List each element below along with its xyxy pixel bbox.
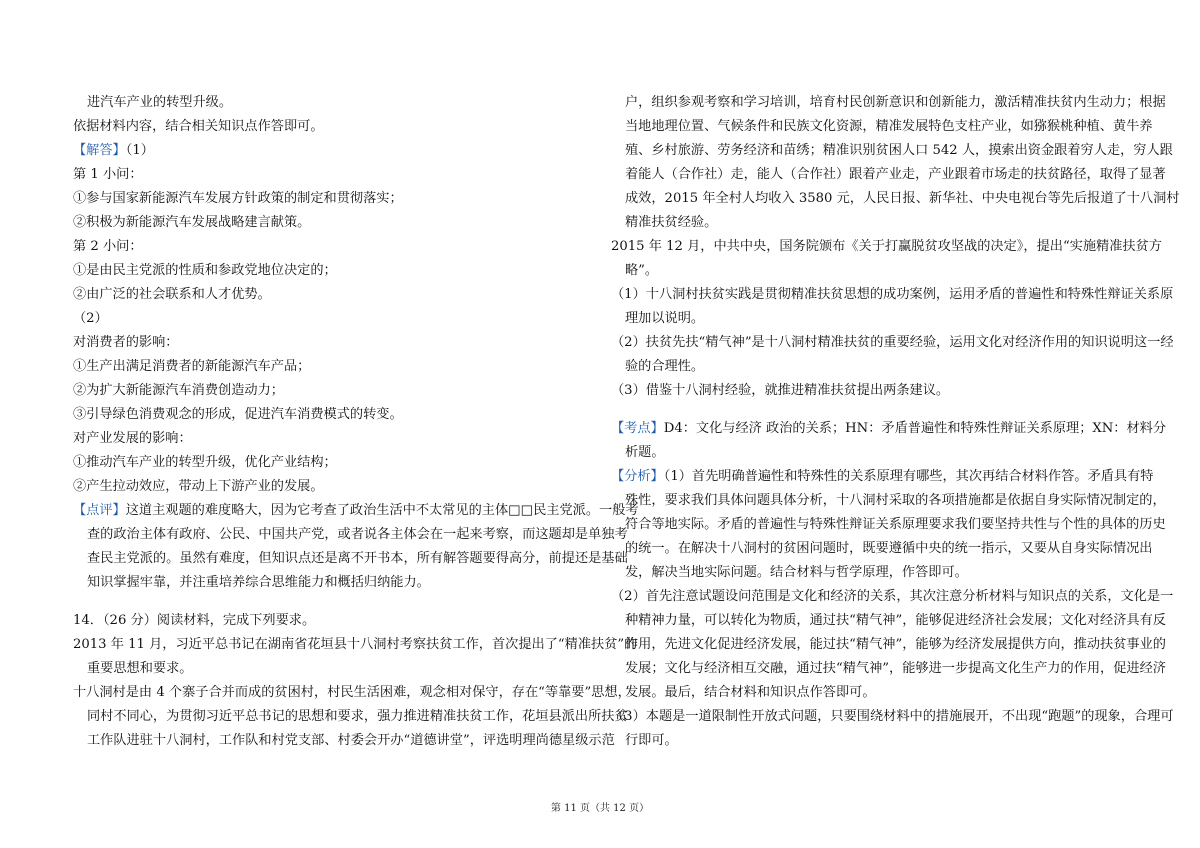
text-line: ②由广泛的社会联系和人才优势。 bbox=[73, 287, 271, 302]
comment-line: 知识掌握牢靠，并注重培养综合思维能力和概括归纳能力。 bbox=[87, 575, 430, 590]
spacer bbox=[73, 595, 585, 609]
text-line: 户，组织参观考察和学习培训，培育村民创新意识和创新能力，激活精准扶贫内生动力；根据 bbox=[625, 95, 1166, 110]
analysis-line: 发展；文化与经济相互交融，通过扶“精气神”，能够进一步提高文化生产力的作用，促进经济 bbox=[625, 661, 1166, 676]
text-line: 精准扶贫经验。 bbox=[625, 215, 718, 230]
page-footer: 第 11 页（共 12 页） bbox=[550, 803, 650, 814]
text-line: 对消费者的影响： bbox=[73, 335, 179, 350]
analysis-tag: 【分析】 bbox=[611, 469, 664, 484]
analysis-line: 发，解决当地实际问题。结合材料与哲学原理，作答即可。 bbox=[625, 565, 968, 580]
comment-line: 查的政治主体有政府、公民、中国共产党，或者说各主体会在一起来考察，而这题却是单独考 bbox=[87, 527, 628, 542]
kaodian-tag: 【考点】 bbox=[611, 421, 664, 436]
analysis-line bbox=[611, 465, 1154, 489]
answer-part: （1） bbox=[125, 143, 154, 158]
text-line: 第 2 小问： bbox=[73, 239, 143, 254]
sub-question: 验的合理性。 bbox=[625, 359, 705, 374]
text-line: ①是由民主党派的性质和参政党地位决定的； bbox=[73, 263, 337, 278]
question-heading: 14．（26 分）阅读材料，完成下列要求。 bbox=[73, 613, 316, 628]
sub-question: （3）借鉴十八洞村经验，就推进精准扶贫提出两条建议。 bbox=[611, 383, 950, 398]
comment-text: 这道主观题的难度略大，因为它考查了政治生活中不太常见的主体□□民主党派。一般考 bbox=[125, 503, 639, 518]
text-line: 对产业发展的影响： bbox=[73, 431, 192, 446]
sub-question: （1）十八洞村扶贫实践是贯彻精准扶贫思想的成功案例，运用矛盾的普遍性和特殊性辩证关系原 bbox=[611, 287, 1174, 302]
analysis-line: （3）本题是一道限制性开放式问题，只要围绕材料中的措施展开，不出现“跑题”的现象，合理可 bbox=[611, 709, 1174, 724]
kaodian-line bbox=[611, 417, 1167, 441]
text-line: ②为扩大新能源汽车消费创造动力； bbox=[73, 383, 284, 398]
text-line: 殖、乡村旅游、劳务经济和苗绣；精准识别贫困人口 542 人，摸索出资金跟着穷人走，穷人跟 bbox=[625, 143, 1173, 158]
text-line: 成效，2015 年全村人均收入 3580 元，人民日报、新华社、中央电视台等先后报道了十八洞村 bbox=[625, 191, 1180, 206]
analysis-line: 种精神力量，可以转化为物质，通过扶“精气神”，能够促进经济社会发展；文化对经济具有反 bbox=[625, 613, 1166, 628]
text-line: （2） bbox=[73, 311, 108, 326]
text-line: ①推动汽车产业的转型升级，优化产业结构； bbox=[73, 455, 337, 470]
analysis-line: 符合等地实际。矛盾的普遍性与特殊性辩证关系原理要求我们要坚持共性与个性的具体的历史 bbox=[625, 517, 1166, 532]
analysis-line: （2）首先注意试题设问范围是文化和经济的关系，其次注意分析材料与知识点的关系，文化是一 bbox=[611, 589, 1174, 604]
text-line: 当地地理位置、气候条件和民族文化资源，精准发展特色支柱产业，如猕猴桃种植、黄牛养 bbox=[625, 119, 1153, 134]
comment-line bbox=[73, 499, 639, 523]
comment-line: 查民主党派的。虽然有难度，但知识点还是离不开书本，所有解答题要得高分，前提还是基础 bbox=[87, 551, 628, 566]
answer-tag: 【解答】 bbox=[73, 143, 126, 158]
analysis-line: 发展。最后，结合材料和知识点作答即可。 bbox=[625, 685, 876, 700]
text-line: 同村不同心，为贯彻习近平总书记的思想和要求，强力推进精准扶贫工作，花垣县派出所扶贫 bbox=[87, 709, 628, 724]
sub-question: （2）扶贫先扶“精气神”是十八洞村精准扶贫的重要经验，运用文化对经济作用的知识说明这一经 bbox=[611, 335, 1174, 350]
text-line: ①生产出满足消费者的新能源汽车产品； bbox=[73, 359, 311, 374]
kaodian-text: D4：文化与经济 政治的关系；HN：矛盾普遍性和特殊性辩证关系原理；XN：材料分 bbox=[663, 421, 1167, 436]
spacer bbox=[611, 403, 1129, 417]
text-line: 进汽车产业的转型升级。 bbox=[87, 95, 233, 110]
text-line: ②积极为新能源汽车发展战略建言献策。 bbox=[73, 215, 311, 230]
kaodian-line: 析题。 bbox=[625, 445, 665, 460]
text-line: 着能人（合作社）走，能人（合作社）跟着产业走，产业跟着市场走的扶贫路径，取得了显著 bbox=[625, 167, 1166, 182]
analysis-line: 行即可。 bbox=[625, 733, 678, 748]
text-line: 重要思想和要求。 bbox=[87, 661, 193, 676]
answer-heading bbox=[73, 139, 585, 163]
text-line: ③引导绿色消费观念的形成，促进汽车消费模式的转变。 bbox=[73, 407, 403, 422]
analysis-line: 作用，先进文化促进经济发展，能过扶“精气神”，能够为经济发展提供方向，推动扶贫事业的 bbox=[625, 637, 1166, 652]
text-line: ②产生拉动效应，带动上下游产业的发展。 bbox=[73, 479, 324, 494]
text-line: 2013 年 11 月，习近平总书记在湖南省花垣县十八洞村考察扶贫工作，首次提出了“精准扶贫”的 bbox=[73, 637, 638, 652]
analysis-text: （1）首先明确普遍性和特殊性的关系原理有哪些，其次再结合材料作答。矛盾具有特 bbox=[663, 469, 1154, 484]
text-line: 第 1 小问： bbox=[73, 167, 143, 182]
right-column bbox=[611, 91, 1180, 753]
comment-tag: 【点评】 bbox=[73, 503, 126, 518]
text-line: ①参与国家新能源汽车发展方针政策的制定和贯彻落实； bbox=[73, 191, 403, 206]
analysis-line: 殊性，要求我们具体问题具体分析，十八洞村采取的各项措施都是依据自身实际情况制定的， bbox=[625, 493, 1166, 508]
text-line: 略”。 bbox=[625, 263, 659, 278]
analysis-line: 的统一。在解决十八洞村的贫困问题时，既要遵循中央的统一指示，又要从自身实际情况出 bbox=[625, 541, 1153, 556]
text-line: 2015 年 12 月，中共中央，国务院颁布《关于打赢脱贫攻坚战的决定》，提出“实施精准扶贫方 bbox=[611, 239, 1162, 254]
sub-question: 理加以说明。 bbox=[625, 311, 705, 326]
text-line: 依据材料内容，结合相关知识点作答即可。 bbox=[73, 119, 324, 134]
text-line: 工作队进驻十八洞村，工作队和村党支部、村委会开办“道德讲堂”，评选明理尚德星级示范 bbox=[87, 733, 615, 748]
text-line: 十八洞村是由 4 个寨子合并而成的贫困村，村民生活困难，观念相对保守，存在“等靠要”思想， bbox=[73, 685, 631, 700]
